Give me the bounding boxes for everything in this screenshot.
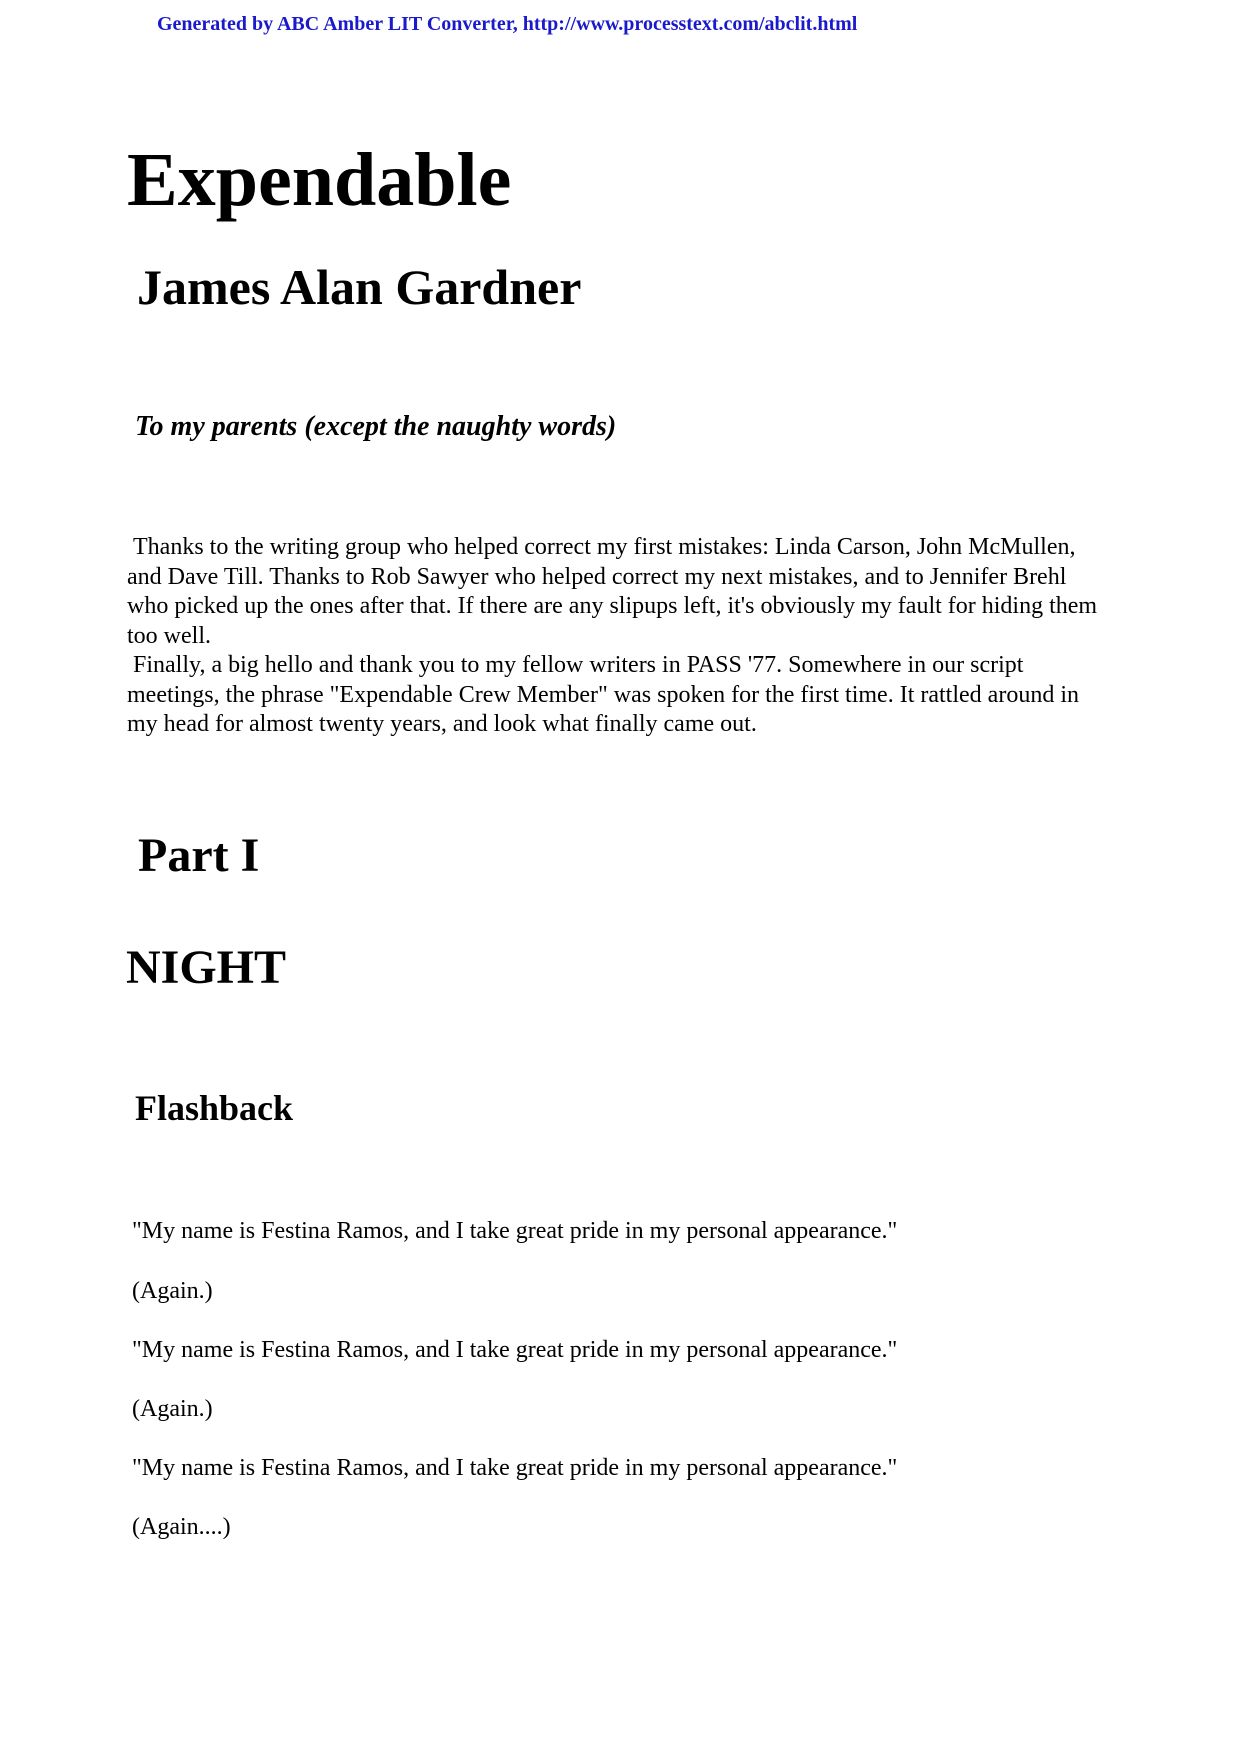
story-line: (Again.) <box>132 1396 213 1422</box>
chapter-heading: Flashback <box>135 1088 294 1128</box>
story-line: "My name is Festina Ramos, and I take great pride in my personal appearance." <box>132 1337 898 1363</box>
part-name: NIGHT <box>126 941 287 994</box>
story-line: (Again....) <box>132 1514 231 1540</box>
acknowledgment-paragraph: Finally, a big hello and thank you to my fellow writers in PASS '77. Somewhere in our script meetings, the phrase "Expendable Crew Member" was spoken for the first time. It rattled around in my head for almost twenty years, and look what finally came out. <box>127 652 1079 737</box>
story-line: "My name is Festina Ramos, and I take great pride in my personal appearance." <box>132 1455 898 1481</box>
dedication: To my parents (except the naughty words) <box>135 411 617 442</box>
generator-link[interactable]: Generated by ABC Amber LIT Converter, http://www.processtext.com/abclit.html <box>157 13 858 35</box>
book-title: Expendable <box>127 138 512 222</box>
acknowledgment-paragraph: Thanks to the writing group who helped correct my first mistakes: Linda Carson, John McMullen, and Dave Till. Thanks to Rob Sawyer who helped correct my next mistakes, and to Jennifer Brehl who picked up the ones after that. If there are any slipups left, it's obviously my fault for hiding them too well. <box>127 534 1098 649</box>
story-line: "My name is Festina Ramos, and I take great pride in my personal appearance." <box>132 1218 898 1244</box>
story-line: (Again.) <box>132 1278 213 1304</box>
book-author: James Alan Gardner <box>137 259 582 315</box>
part-heading: Part I <box>138 829 260 882</box>
